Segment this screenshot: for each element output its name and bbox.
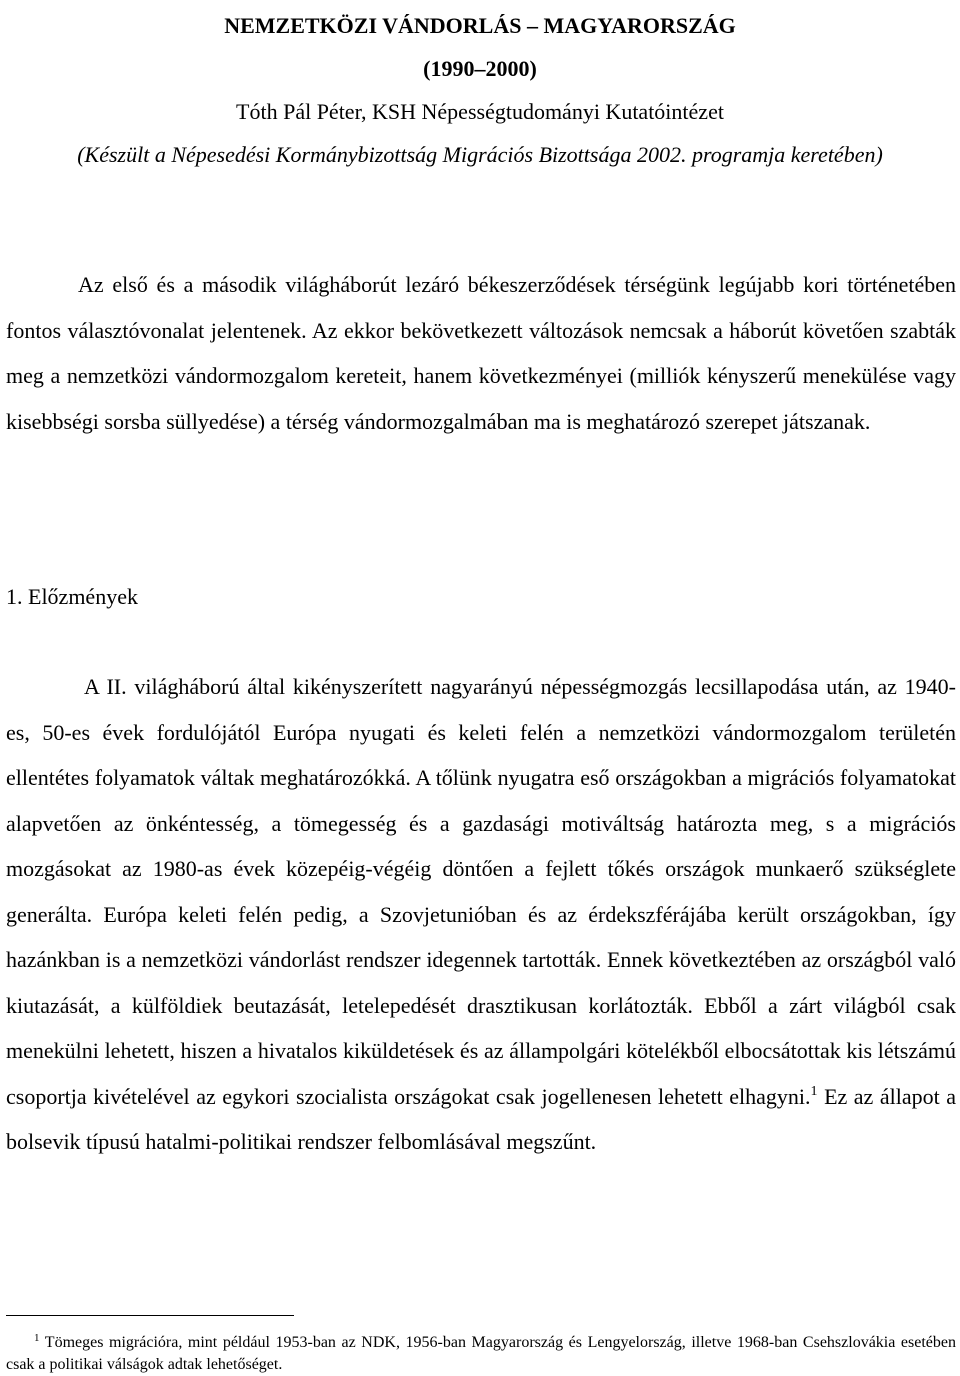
footnote-divider (6, 1315, 294, 1316)
section-heading: 1. Előzmények (6, 584, 138, 609)
footnote (6, 1332, 956, 1376)
intro-paragraph: Az első és a második világháborút lezáró békeszerződések térségünk legújabb kori történetében fontos választóvonalat jelentenek. Az ekkor bekövetkezett változások nemcsak a háborút követően szabták meg a nemzetközi vándormozgalom kereteit, hanem következményei (milliók kényszerű menekülése vagy kisebbségi sorsba süllyedése) a térség vándormozgalmában ma is meghatározó szerepet játszanak. (6, 272, 956, 434)
main-paragraph-text-continued: Ez az állapot a bolsevik típusú hatalmi-politikai rendszer felbomlásával megszűnt. (6, 1083, 956, 1154)
footnote-number: 1 (34, 1332, 40, 1344)
document-note: (Készült a Népesedési Kormánybizottság Migrációs Bizottsága 2002. programja keretében) (77, 142, 883, 167)
document-years: (1990–2000) (423, 56, 537, 81)
document-header (0, 4, 960, 176)
footnote-text: Tömeges migrációra, mint például 1953-ban az NDK, 1956-ban Magyarország és Lengyelország, illetve 1968-ban Csehszlovákia esetében csak a politikai válságok adtak lehetőséget. (6, 1334, 956, 1373)
document-author: Tóth Pál Péter, KSH Népességtudományi Kutatóintézet (236, 99, 724, 124)
main-paragraph-text: A II. világháború által kikényszerített nagyarányú népességmozgás lecsillapodása után, az 1940-es, 50-es évek fordulójától Európa nyugati és keleti felén a nemzetközi vándormozgalom területén ellentétes folyamatok váltak meghatározókká. A tőlünk nyugatra eső országokban a migrációs folyamatokat alapvetően az önkéntesség, a tömegesség és a gazdasági motiváltság határozta meg, s a migrációs mozgásokat az 1980-as évek közepéig-végéig döntően a fejlett tőkés országok munkaerő szükséglete generálta. Európa keleti felén pedig, a Szovjetunióban és az érdekszférájába került országokban, így hazánkban is a nemzetközi vándorlást rendszer idegennek tartották. Ennek következtében az országból való kiutazását, a külföldiek beutazását, letelepedését drasztikusan korlátozták. Ebből a zárt világból csak menekülni lehetett, hiszen a hivatalos kiküldetések és az állampolgári kötelékből elbocsátottak kis létszámú csoportja kivételével az egykori szocialista országokat csak jogellenesen lehetett elhagyni. (6, 674, 956, 1109)
document-title: NEMZETKÖZI VÁNDORLÁS – MAGYARORSZÁG (224, 13, 736, 38)
main-paragraph (6, 664, 956, 1165)
footnote-reference[interactable]: 1 (810, 1083, 818, 1099)
